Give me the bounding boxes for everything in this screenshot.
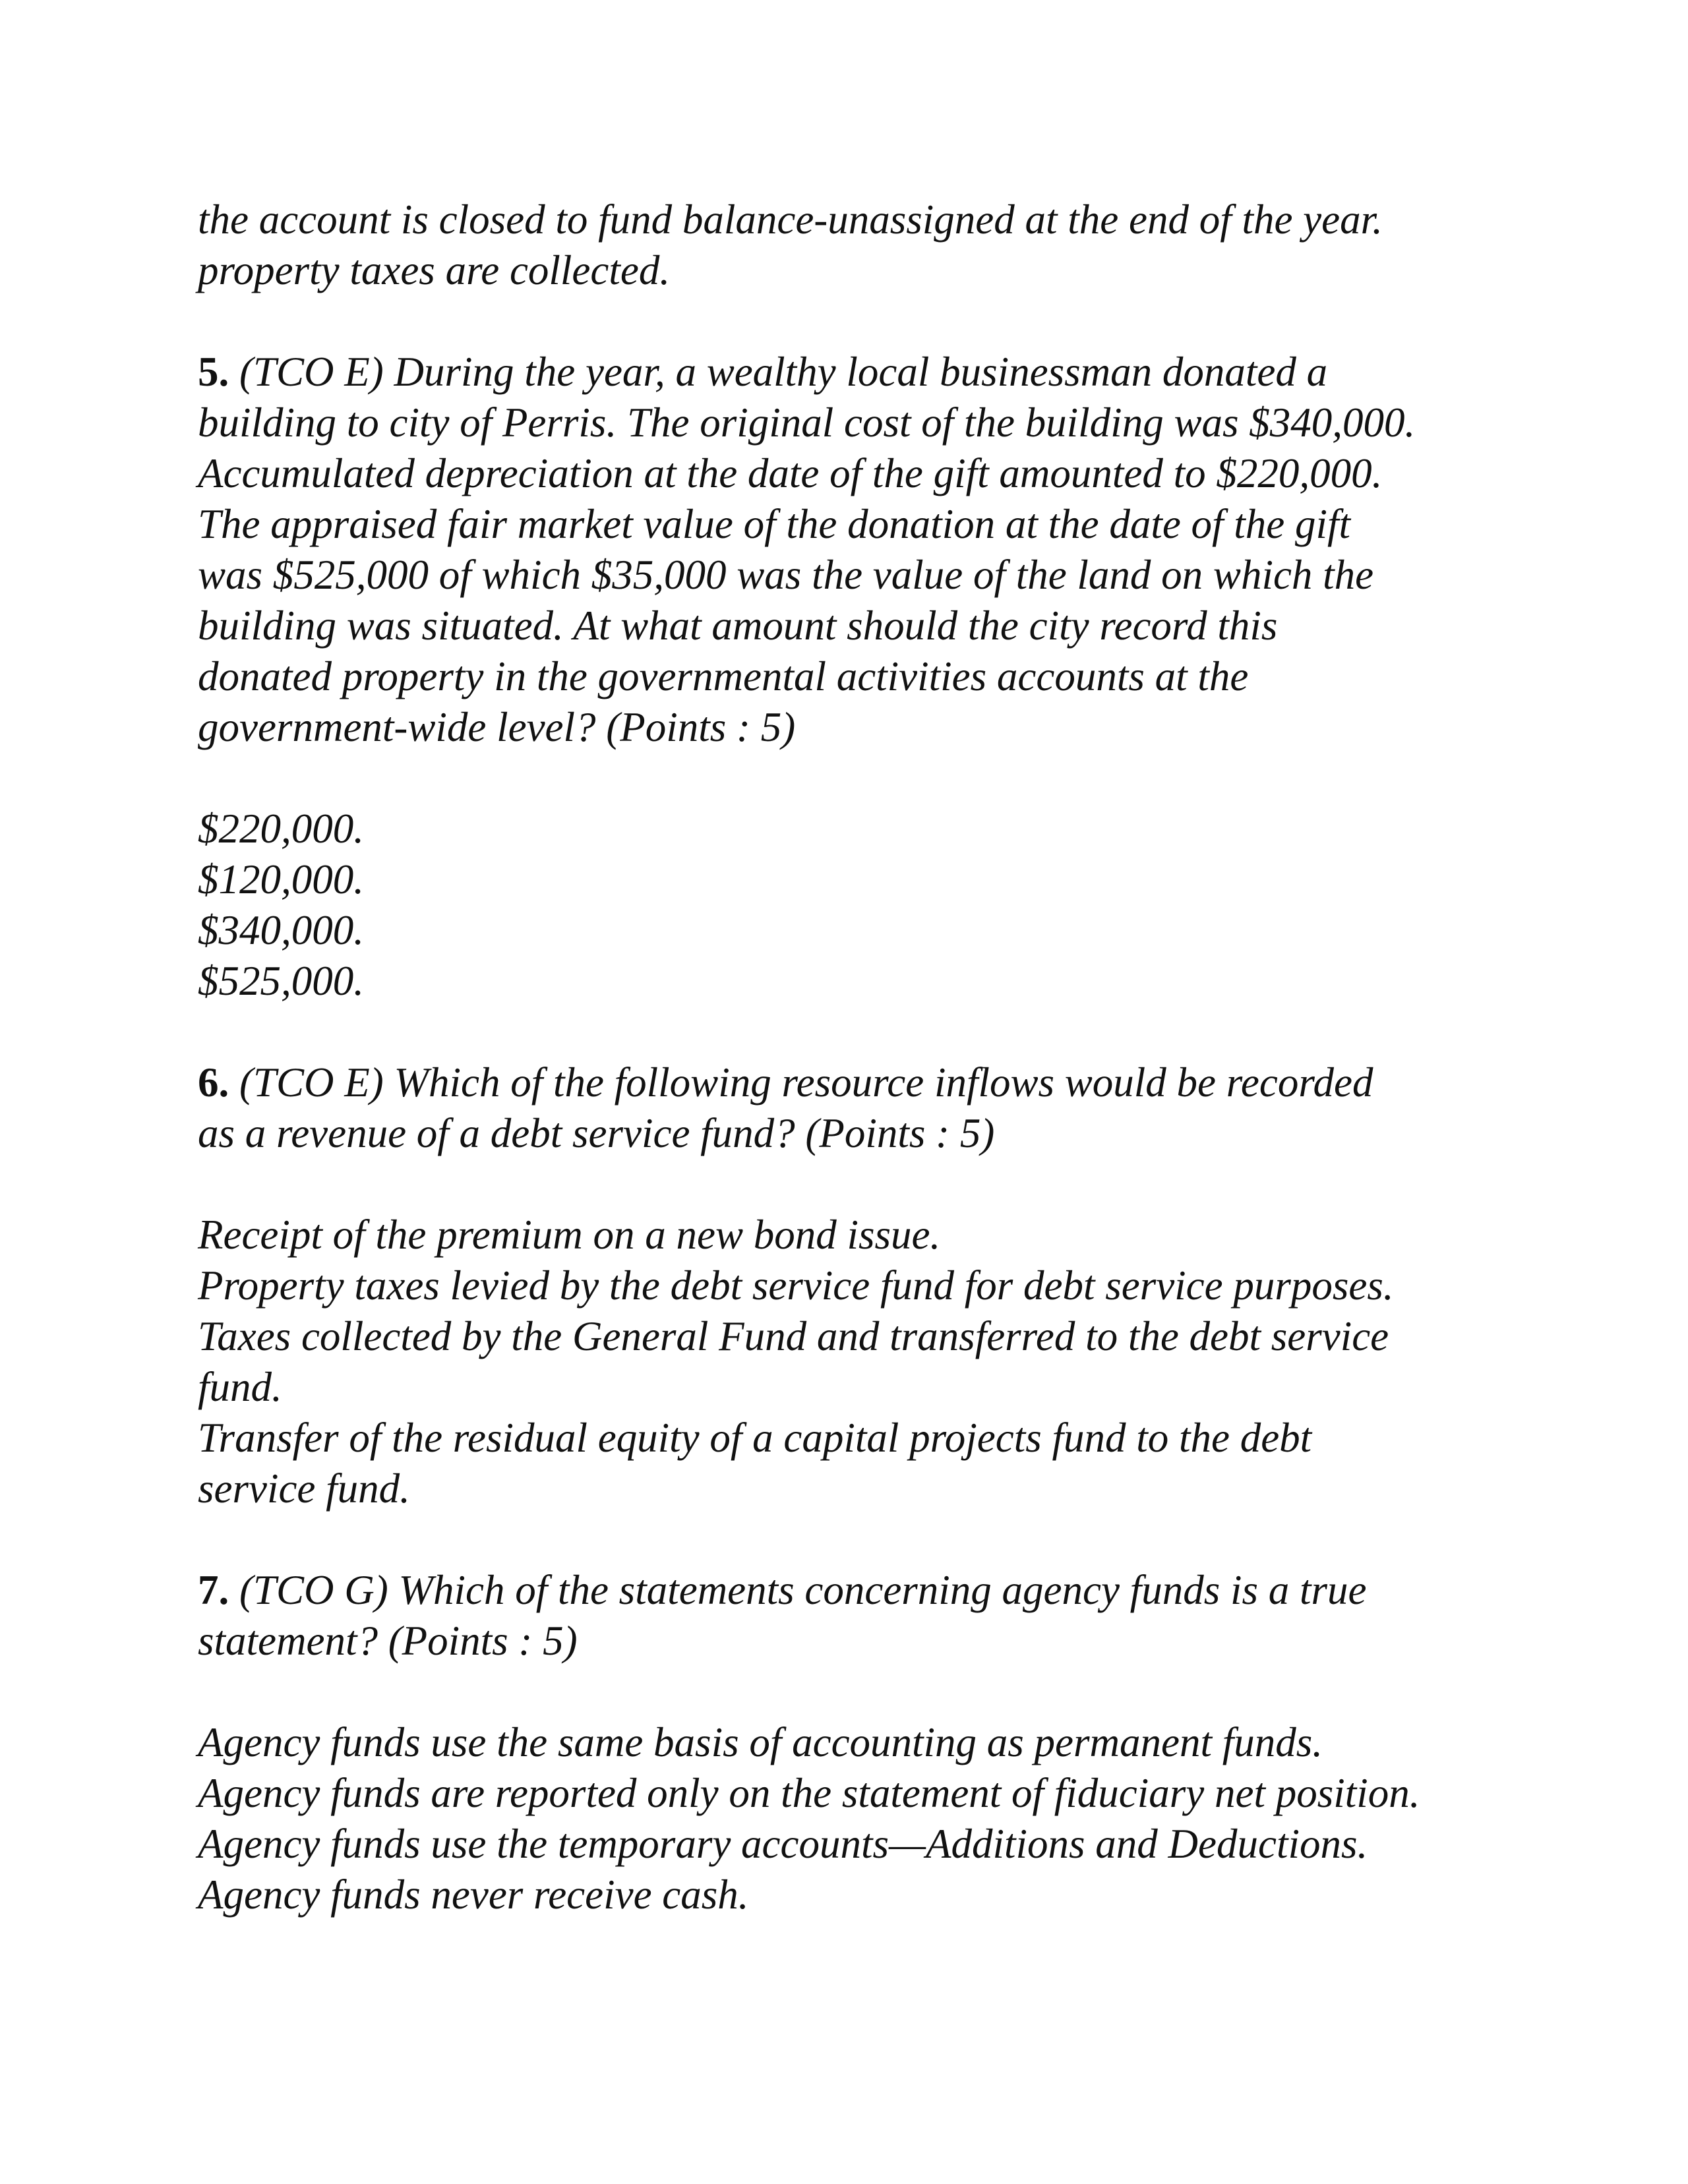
answer-option: Agency funds use the temporary accounts—Additions and Deductions.	[198, 1821, 1368, 1867]
answer-option: $120,000.	[198, 856, 364, 902]
answer-option: Agency funds use the same basis of accounting as permanent funds.	[198, 1719, 1323, 1765]
question-line: statement? (Points : 5)	[198, 1618, 578, 1664]
question-line: building to city of Perris. The original cost of the building was $340,000.	[198, 399, 1416, 446]
question-line	[198, 347, 1517, 398]
answer-option: Agency funds never receive cash.	[198, 1872, 749, 1918]
answer-option: Property taxes levied by the debt service fund for debt service purposes.	[198, 1262, 1394, 1309]
answer-option: Receipt of the premium on a new bond issue.	[198, 1212, 941, 1258]
question-text: (TCO G) Which of the statements concerning agency funds is a true	[229, 1567, 1367, 1613]
answer-option: $525,000.	[198, 958, 364, 1004]
intro-line: the account is closed to fund balance-unassigned at the end of the year.	[198, 196, 1383, 243]
question-line: Accumulated depreciation at the date of the gift amounted to $220,000.	[198, 450, 1383, 496]
question-line	[198, 1565, 1517, 1616]
question-text: (TCO E) During the year, a wealthy local businessman donated a	[229, 349, 1328, 395]
question-line: government-wide level? (Points : 5)	[198, 704, 796, 750]
question-7	[198, 1565, 1517, 1920]
answer-option: $340,000.	[198, 907, 364, 953]
answer-options	[198, 804, 1517, 1007]
intro-line: property taxes are collected.	[198, 247, 671, 293]
answer-option: Taxes collected by the General Fund and transferred to the debt service	[198, 1313, 1389, 1359]
question-prompt	[198, 1057, 1517, 1159]
answer-option: service fund.	[198, 1465, 410, 1512]
question-line: The appraised fair market value of the donation at the date of the gift	[198, 501, 1351, 547]
question-line: as a revenue of a debt service fund? (Points : 5)	[198, 1110, 995, 1156]
document-page	[198, 194, 1517, 1920]
answer-option: fund.	[198, 1364, 282, 1410]
answer-options	[198, 1717, 1517, 1920]
answer-options	[198, 1210, 1517, 1514]
question-number: 6.	[198, 1059, 229, 1106]
question-number: 7.	[198, 1567, 229, 1613]
question-line: donated property in the governmental activities accounts at the	[198, 653, 1249, 699]
question-5	[198, 347, 1517, 1007]
question-line: building was situated. At what amount should the city record this	[198, 603, 1278, 649]
question-prompt	[198, 1565, 1517, 1667]
answer-option: Transfer of the residual equity of a capital projects fund to the debt	[198, 1415, 1312, 1461]
question-number: 5.	[198, 349, 229, 395]
answer-option: $220,000.	[198, 806, 364, 852]
answer-option: Agency funds are reported only on the statement of fiduciary net position.	[198, 1770, 1420, 1816]
question-line: was $525,000 of which $35,000 was the value of the land on which the	[198, 552, 1374, 598]
question-6	[198, 1057, 1517, 1514]
question-prompt	[198, 347, 1517, 753]
question-line	[198, 1057, 1517, 1108]
intro-text	[198, 194, 1517, 296]
question-text: (TCO E) Which of the following resource inflows would be recorded	[229, 1059, 1373, 1106]
